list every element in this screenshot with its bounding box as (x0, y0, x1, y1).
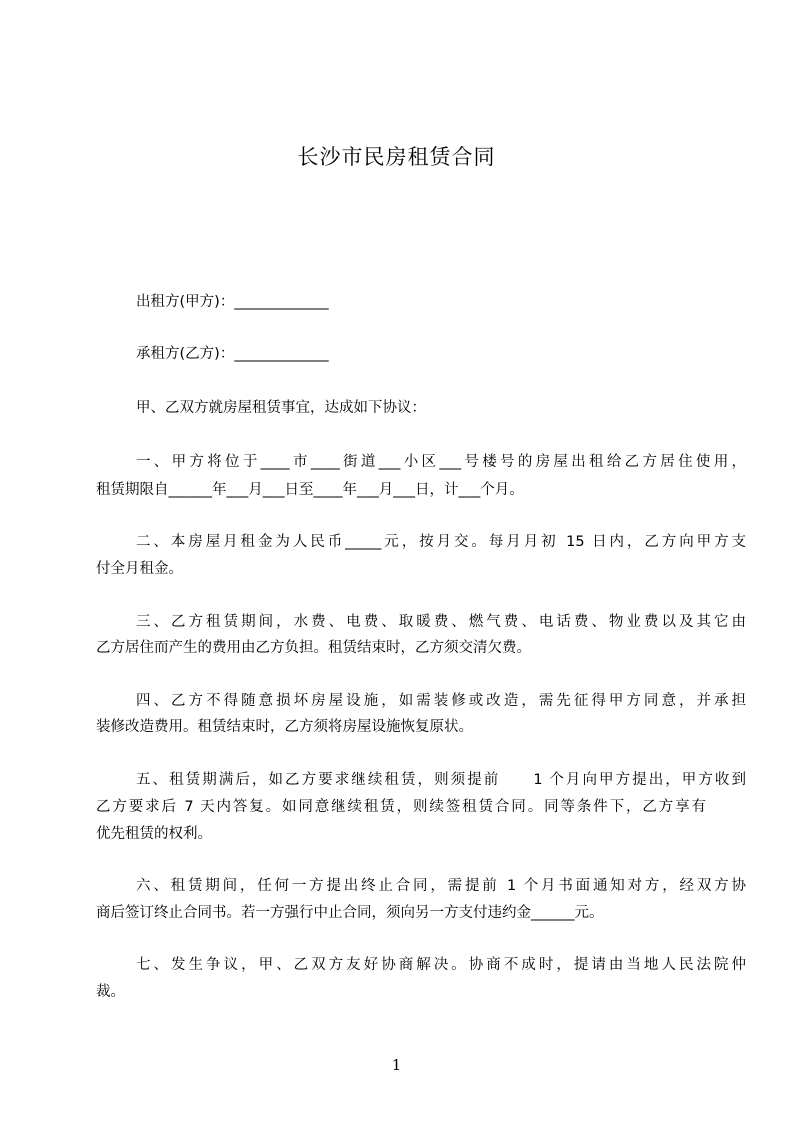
clause-6-line-1: 六、租赁期间，任何一方提出终止合同，需提前 1 个月书面通知对方，经双方协 (136, 878, 746, 894)
clause-3-line-2: 乙方居住而产生的费用由乙方负担。租赁结束时，乙方须交清欠费。 (96, 640, 531, 656)
party-b-line: 承租方(乙方)：_____________ (136, 346, 329, 362)
clause-4-line-2: 装修改造费用。租赁结束时，乙方须将房屋设施恢复原状。 (96, 719, 473, 735)
clause-1-line-1: 一、甲方将位于____市____街道___小区___号楼号的房屋出租给乙方居住使用， (136, 454, 746, 470)
clause-2-line-2: 付全月租金。 (96, 561, 183, 577)
document-title: 长沙市民房租赁合同 (297, 145, 496, 169)
clause-4-line-1: 四、乙方不得随意损坏房屋设施，如需装修或改造，需先征得甲方同意，并承担 (136, 693, 746, 709)
clause-7-line-1: 七、发生争议，甲、乙双方友好协商解决。协商不成时，提请由当地人民法院仲 (136, 957, 746, 973)
page-number: 1 (391, 1056, 402, 1074)
clause-6-line-2: 商后签订终止合同书。若一方强行中止合同，须向另一方支付违约金______元。 (96, 905, 604, 921)
party-a-line: 出租方(甲方)：_____________ (136, 294, 329, 310)
clause-5-line-1: 五、租赁期满后，如乙方要求继续租赁，则须提前 1 个月向甲方提出，甲方收到 (136, 772, 746, 788)
clause-3-line-1: 三、乙方租赁期间，水费、电费、取暖费、燃气费、电话费、物业费以及其它由 (136, 614, 746, 630)
intro-line: 甲、乙双方就房屋租赁事宜，达成如下协议： (136, 400, 426, 416)
clause-5-line-3: 优先租赁的权利。 (96, 826, 212, 842)
clause-7-line-2: 裁。 (96, 984, 125, 1000)
clause-5-line-2: 乙方要求后 7 天内答复。如同意继续租赁，则续签租赁合同。同等条件下，乙方享有 (96, 799, 706, 815)
clause-1-line-2: 租赁期限自______年___月___日至____年___月___日，计___个月。 (96, 482, 524, 498)
clause-2-line-1: 二、本房屋月租金为人民币_____元，按月交。每月月初 15 日内，乙方向甲方支 (136, 534, 746, 550)
